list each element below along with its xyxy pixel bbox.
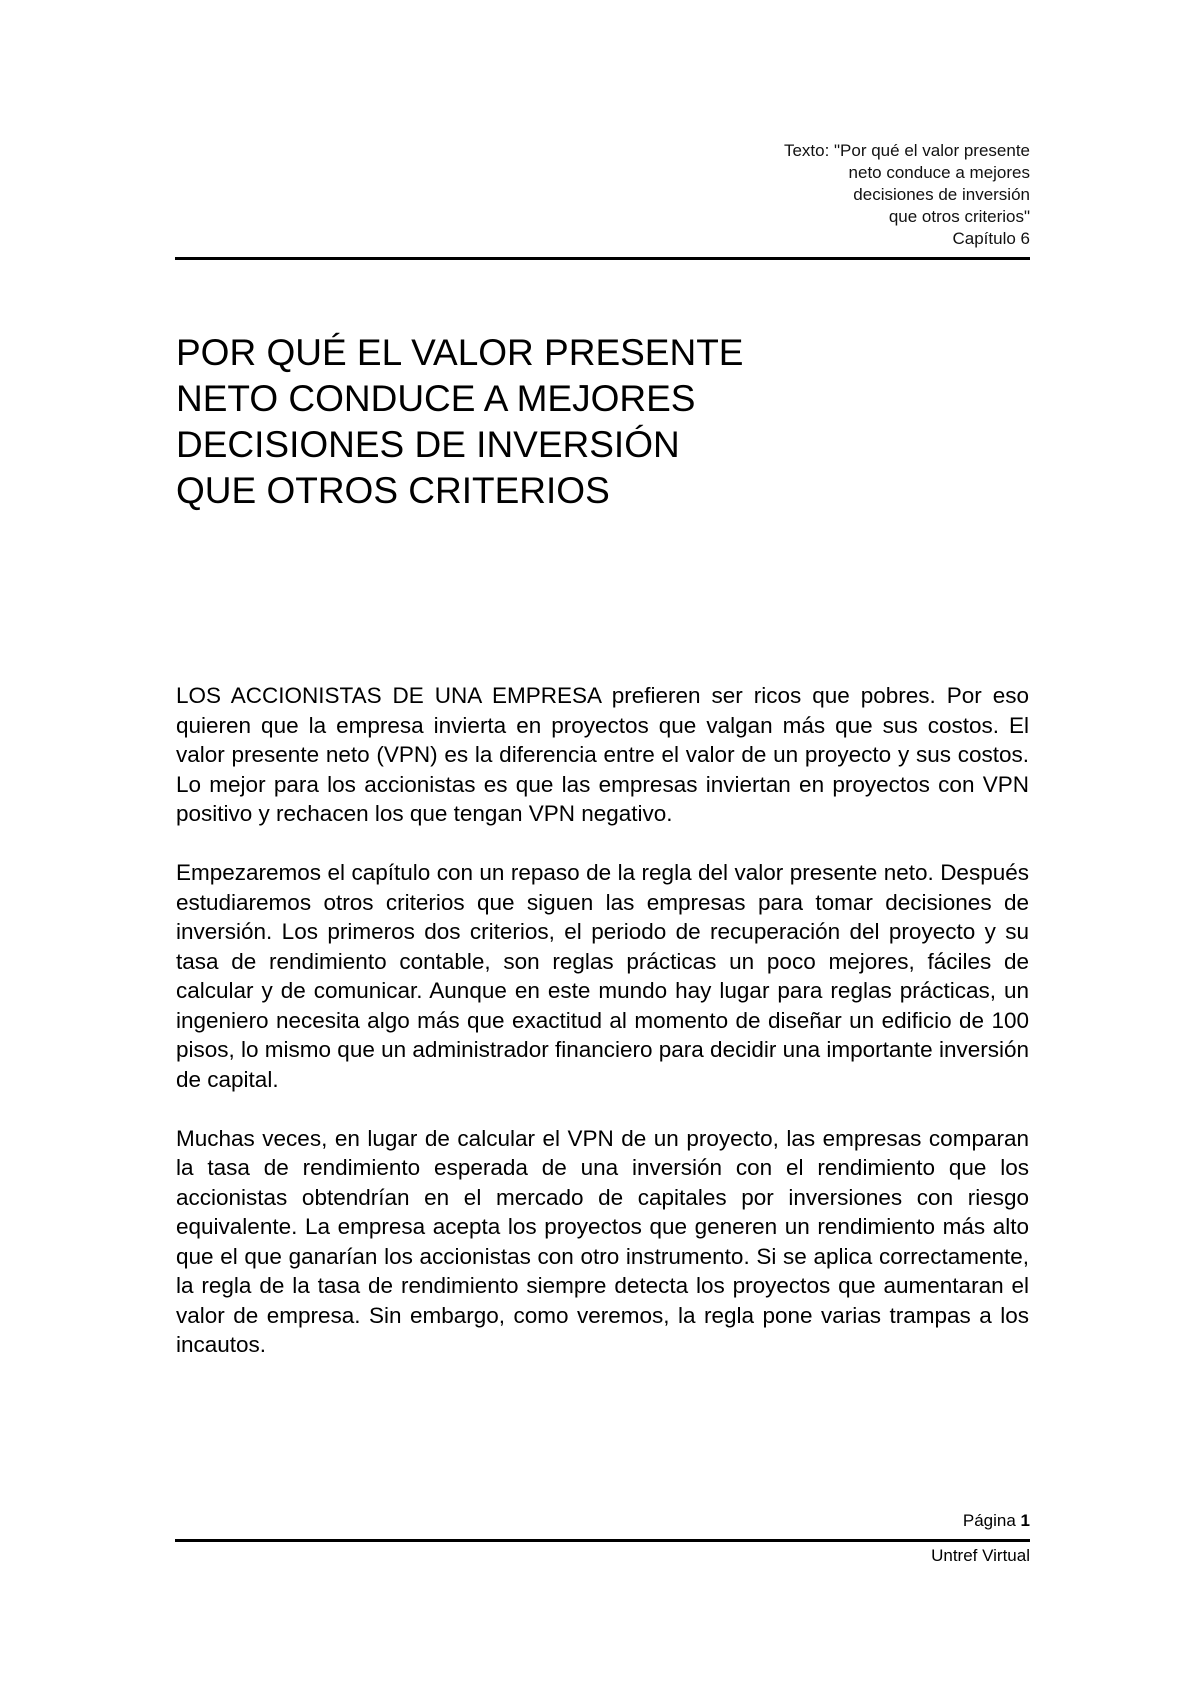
header-line: Texto: "Por qué el valor presente — [783, 141, 1030, 160]
footer-divider — [175, 1539, 1030, 1542]
chapter-title-line: NETO CONDUCE A MEJORES — [176, 378, 696, 419]
chapter-title-line: QUE OTROS CRITERIOS — [176, 470, 610, 511]
running-header — [784, 140, 1030, 250]
paragraph: Empezaremos el capítulo con un repaso de la regla del valor presente neto. Después estudiaremos otros criterios que siguen las empresas para tomar decisiones de inversión. Los primeros dos criterios, el periodo de recuperación del proyecto y su tasa de rendimiento contable, son reglas prácticas un poco mejores, fáciles de calcular y de comunicar. Aunque en este mundo hay lugar para reglas prácticas, un ingeniero necesita algo más que exactitud al momento de diseñar un edificio de 100 pisos, lo mismo que un administrador financiero para decidir una importante inversión de capital. — [176, 860, 1029, 1092]
paragraph: Muchas veces, en lugar de calcular el VPN de un proyecto, las empresas comparan la tasa de rendimiento esperada de una inversión con el rendimiento que los accionistas obtendrían en el mercado de capitales por inversiones con riesgo equivalente. La empresa acepta los proyectos que generen un rendimiento más alto que el que ganarían los accionistas con otro instrumento. Si se aplica correctamente, la regla de la tasa de rendimiento siempre detecta los proyectos que aumentaran el valor de empresa. Sin embargo, como veremos, la regla pone varias trampas a los incautos. — [176, 1125, 1029, 1357]
paragraph: LOS ACCIONISTAS DE UNA EMPRESA prefieren ser ricos que pobres. Por eso quieren que la empresa invierta en proyectos que valgan más que sus costos. El valor presente neto (VPN) es la diferencia entre el valor de un proyecto y sus costos. Lo mejor para los accionistas es que las empresas inviertan en proyectos con VPN positivo y rechacen los que tengan VPN negativo. — [176, 683, 1029, 826]
page-number-value: 1 — [1020, 1511, 1030, 1530]
page-number — [963, 1510, 1030, 1532]
header-line: neto conduce a mejores — [848, 163, 1030, 182]
header-line: que otros criterios" — [888, 207, 1030, 226]
page-label: Página — [962, 1511, 1021, 1530]
header-divider — [175, 257, 1030, 260]
footer-organization: Untref Virtual — [931, 1546, 1030, 1565]
body-text — [176, 681, 1029, 1389]
chapter-title — [176, 330, 743, 514]
chapter-label: Capítulo 6 — [952, 229, 1030, 248]
header-line: decisiones de inversión — [853, 185, 1030, 204]
chapter-title-line: POR QUÉ EL VALOR PRESENTE — [176, 332, 744, 373]
chapter-title-line: DECISIONES DE INVERSIÓN — [176, 424, 680, 465]
